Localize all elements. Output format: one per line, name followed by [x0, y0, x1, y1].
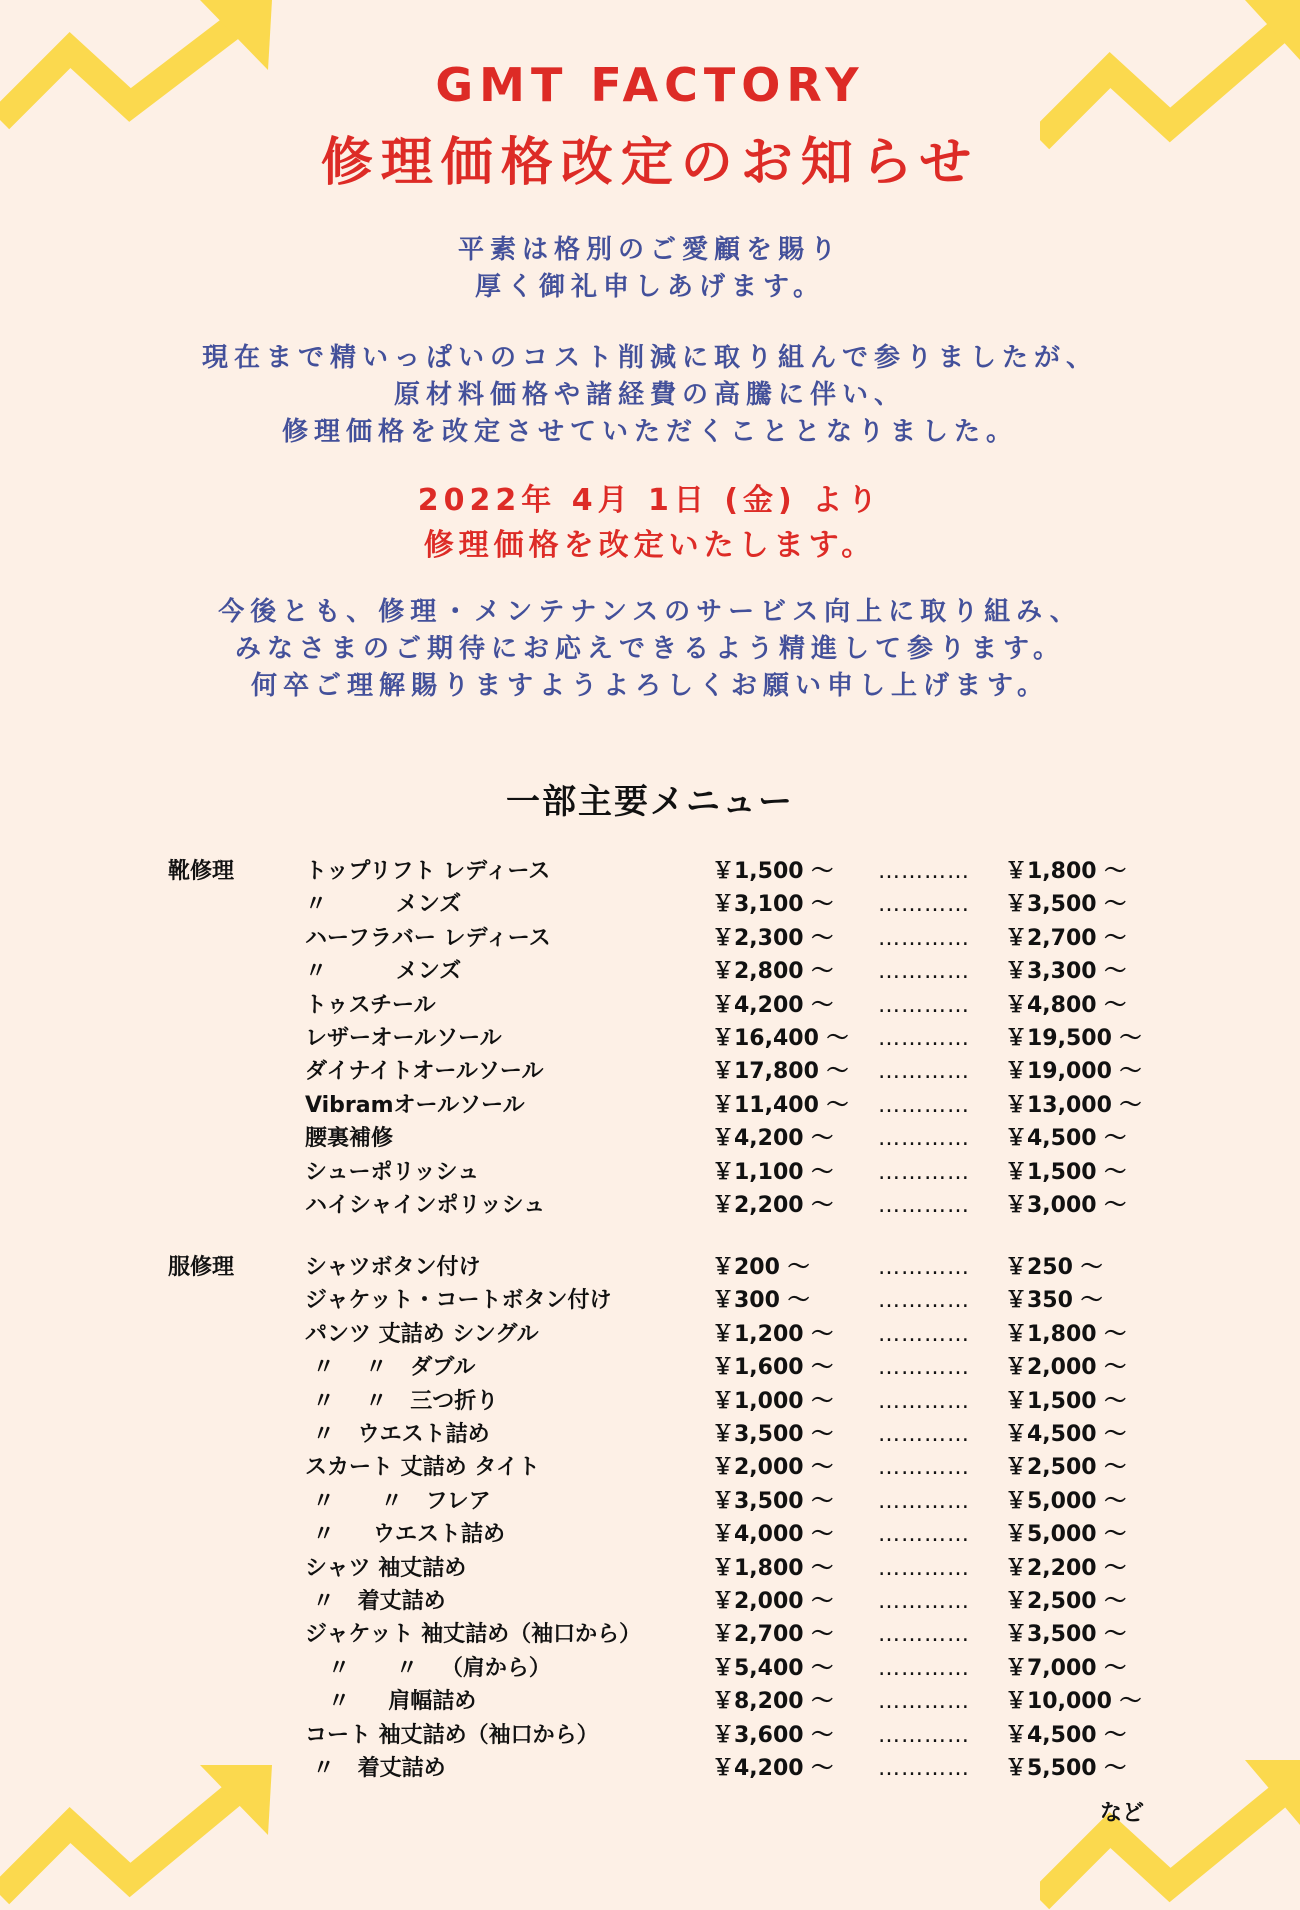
leader-dots: ………… — [878, 1321, 970, 1347]
intro-line: 現在まで精いっぱいのコスト削減に取り組んで参りましたが、 — [201, 343, 1098, 373]
new-price: ￥3,300 〜 — [1005, 959, 1127, 985]
new-price: ￥3,500 〜 — [1005, 892, 1127, 918]
table-row — [0, 1385, 1300, 1418]
old-price: ￥4,000 〜 — [712, 1522, 834, 1548]
old-price: ￥4,200 〜 — [712, 1756, 834, 1781]
old-price: ￥16,400 〜 — [712, 1026, 849, 1051]
table-row — [0, 1719, 1300, 1752]
item-name: ジャケット 袖丈詰め（袖口から） — [305, 1622, 642, 1648]
table-row — [0, 855, 1300, 888]
leader-dots: ………… — [878, 1722, 970, 1748]
old-price: ￥4,200 〜 — [712, 992, 834, 1018]
menu-footer-note: など — [1100, 1801, 1145, 1826]
table-row — [0, 1089, 1300, 1122]
leader-dots: ………… — [878, 1522, 970, 1548]
closing-line: 今後とも、修理・メンテナンスのサービス向上に取り組み、 — [218, 597, 1082, 627]
leader-dots: ………… — [878, 1159, 970, 1185]
leader-dots: ………… — [878, 1255, 970, 1280]
old-price: ￥3,600 〜 — [712, 1722, 834, 1748]
leader-dots: ………… — [878, 1193, 970, 1218]
item-name: ジャケット・コートボタン付け — [305, 1288, 612, 1314]
old-price: ￥2,800 〜 — [712, 959, 834, 985]
leader-dots: ………… — [878, 1092, 970, 1118]
old-price: ￥5,400 〜 — [712, 1655, 834, 1681]
item-name: 〃 〃 ダブル — [305, 1355, 476, 1381]
old-price: ￥300 〜 — [712, 1288, 810, 1314]
announcement-date: 2022年 4月 1日 (金) より — [417, 483, 883, 518]
new-price: ￥4,800 〜 — [1005, 992, 1127, 1018]
table-row — [0, 1518, 1300, 1551]
table-row — [0, 1552, 1300, 1585]
old-price: ￥8,200 〜 — [712, 1689, 834, 1715]
table-row — [0, 1351, 1300, 1384]
old-price: ￥1,600 〜 — [712, 1355, 834, 1381]
announcement-text: 修理価格を改定いたします。 — [423, 528, 877, 563]
item-name: 〃 〃 （肩から） — [305, 1655, 551, 1681]
page-title: 修理価格改定のお知らせ — [320, 133, 980, 193]
item-name: 〃 肩幅詰め — [305, 1689, 477, 1715]
item-name: 〃 メンズ — [305, 892, 462, 918]
new-price: ￥250 〜 — [1005, 1255, 1103, 1280]
leader-dots: ………… — [878, 1355, 970, 1381]
old-price: ￥3,500 〜 — [712, 1422, 834, 1447]
old-price: ￥2,000 〜 — [712, 1589, 834, 1614]
new-price: ￥19,500 〜 — [1005, 1026, 1142, 1051]
item-name: シャツ 袖丈詰め — [305, 1555, 467, 1581]
new-price: ￥2,700 〜 — [1005, 925, 1127, 951]
new-price: ￥2,500 〜 — [1005, 1589, 1127, 1614]
item-name: 〃 ウエスト詰め — [305, 1522, 505, 1548]
item-name: 〃 ウエスト詰め — [305, 1422, 490, 1447]
item-name: レザーオールソール — [305, 1026, 502, 1051]
old-price: ￥3,100 〜 — [712, 892, 834, 918]
leader-dots: ………… — [878, 992, 970, 1018]
item-name: 腰裏補修 — [305, 1126, 394, 1152]
new-price: ￥10,000 〜 — [1005, 1689, 1142, 1715]
announcement — [0, 478, 1300, 568]
old-price: ￥2,300 〜 — [712, 925, 834, 951]
new-price: ￥5,000 〜 — [1005, 1522, 1127, 1548]
new-price: ￥1,500 〜 — [1005, 1159, 1127, 1185]
new-price: ￥13,000 〜 — [1005, 1092, 1142, 1118]
table-row — [0, 1251, 1300, 1284]
leader-dots: ………… — [878, 1622, 970, 1648]
table-row — [0, 1284, 1300, 1317]
leader-dots: ………… — [878, 1689, 970, 1715]
item-name: ハーフラバー レディース — [305, 925, 551, 951]
item-name: パンツ 丈詰め シングル — [305, 1321, 539, 1347]
new-price: ￥2,200 〜 — [1005, 1555, 1127, 1581]
category-label: 靴修理 — [168, 859, 235, 884]
old-price: ￥2,700 〜 — [712, 1622, 834, 1648]
leader-dots: ………… — [878, 1059, 970, 1085]
old-price: ￥11,400 〜 — [712, 1092, 849, 1118]
table-row — [0, 1156, 1300, 1189]
item-name: シャツボタン付け — [305, 1255, 481, 1280]
item-name: トゥスチール — [305, 992, 436, 1018]
item-name: スカート 丈詰め タイト — [305, 1455, 540, 1481]
old-price: ￥17,800 〜 — [712, 1059, 849, 1085]
new-price: ￥5,000 〜 — [1005, 1488, 1127, 1514]
item-name: 〃 〃 三つ折り — [305, 1388, 499, 1414]
leader-dots: ………… — [878, 859, 970, 884]
new-price: ￥3,000 〜 — [1005, 1193, 1127, 1218]
table-row — [0, 1122, 1300, 1155]
leader-dots: ………… — [878, 1422, 970, 1447]
intro-line: 平素は格別のご愛顧を賜り — [457, 235, 842, 265]
new-price: ￥2,000 〜 — [1005, 1355, 1127, 1381]
intro-text — [0, 232, 1300, 451]
item-name: 〃 着丈詰め — [305, 1589, 446, 1614]
leader-dots: ………… — [878, 1026, 970, 1051]
table-row — [0, 955, 1300, 988]
table-row — [0, 1585, 1300, 1618]
new-price: ￥1,800 〜 — [1005, 1321, 1127, 1347]
table-row — [0, 1451, 1300, 1484]
item-name: トップリフト レディース — [305, 859, 551, 884]
table-row — [0, 1318, 1300, 1351]
new-price: ￥350 〜 — [1005, 1288, 1103, 1314]
old-price: ￥1,500 〜 — [712, 859, 834, 884]
intro-line: 原材料価格や諸経費の高騰に伴い、 — [393, 380, 906, 410]
item-name: ダイナイトオールソール — [305, 1059, 544, 1085]
table-row — [0, 1618, 1300, 1651]
leader-dots: ………… — [878, 1756, 970, 1781]
new-price: ￥7,000 〜 — [1005, 1655, 1127, 1681]
intro-line: 厚く御礼申しあげます。 — [475, 272, 825, 302]
leader-dots: ………… — [878, 1288, 970, 1314]
new-price: ￥4,500 〜 — [1005, 1722, 1127, 1748]
item-name: 〃 着丈詰め — [305, 1756, 446, 1781]
item-name: ハイシャインポリッシュ — [305, 1193, 546, 1218]
table-row — [0, 1055, 1300, 1088]
table-row — [0, 1652, 1300, 1685]
table-row — [0, 1022, 1300, 1055]
leader-dots: ………… — [878, 892, 970, 918]
new-price: ￥5,500 〜 — [1005, 1756, 1127, 1781]
old-price: ￥4,200 〜 — [712, 1126, 834, 1152]
leader-dots: ………… — [878, 925, 970, 951]
old-price: ￥1,200 〜 — [712, 1321, 834, 1347]
table-row — [0, 1189, 1300, 1222]
old-price: ￥2,200 〜 — [712, 1193, 834, 1218]
intro-line: 修理価格を改定させていただくこととなりました。 — [281, 417, 1018, 447]
new-price: ￥1,500 〜 — [1005, 1388, 1127, 1414]
old-price: ￥3,500 〜 — [712, 1488, 834, 1514]
closing-text — [0, 594, 1300, 705]
new-price: ￥4,500 〜 — [1005, 1422, 1127, 1447]
leader-dots: ………… — [878, 1655, 970, 1681]
table-row — [0, 989, 1300, 1022]
new-price: ￥3,500 〜 — [1005, 1622, 1127, 1648]
table-row — [0, 1752, 1300, 1785]
leader-dots: ………… — [878, 1589, 970, 1614]
leader-dots: ………… — [878, 1555, 970, 1581]
old-price: ￥1,800 〜 — [712, 1555, 834, 1581]
table-row — [0, 1485, 1300, 1518]
brand-name: GMT FACTORY — [435, 58, 865, 112]
item-name: シューポリッシュ — [305, 1159, 480, 1185]
table-row — [0, 1418, 1300, 1451]
new-price: ￥1,800 〜 — [1005, 859, 1127, 884]
table-row — [0, 922, 1300, 955]
table-row — [0, 888, 1300, 921]
old-price: ￥2,000 〜 — [712, 1455, 834, 1481]
leader-dots: ………… — [878, 1388, 970, 1414]
old-price: ￥200 〜 — [712, 1255, 810, 1280]
menu-title: 一部主要メニュー — [506, 782, 794, 822]
item-name: コート 袖丈詰め（袖口から） — [305, 1722, 599, 1748]
item-name: 〃 メンズ — [305, 959, 462, 985]
old-price: ￥1,000 〜 — [712, 1388, 834, 1414]
closing-line: みなさまのご期待にお応えできるよう精進して参ります。 — [235, 634, 1065, 664]
old-price: ￥1,100 〜 — [712, 1159, 834, 1185]
leader-dots: ………… — [878, 1488, 970, 1514]
item-name: 〃 〃 フレア — [305, 1488, 491, 1514]
leader-dots: ………… — [878, 1455, 970, 1481]
category-label: 服修理 — [168, 1255, 235, 1280]
table-row — [0, 1685, 1300, 1718]
new-price: ￥19,000 〜 — [1005, 1059, 1142, 1085]
closing-line: 何卒ご理解賜りますようよろしくお願い申し上げます。 — [251, 671, 1049, 701]
leader-dots: ………… — [878, 1126, 970, 1152]
leader-dots: ………… — [878, 959, 970, 985]
item-name: Vibramオールソール — [305, 1092, 525, 1118]
new-price: ￥2,500 〜 — [1005, 1455, 1127, 1481]
new-price: ￥4,500 〜 — [1005, 1126, 1127, 1152]
